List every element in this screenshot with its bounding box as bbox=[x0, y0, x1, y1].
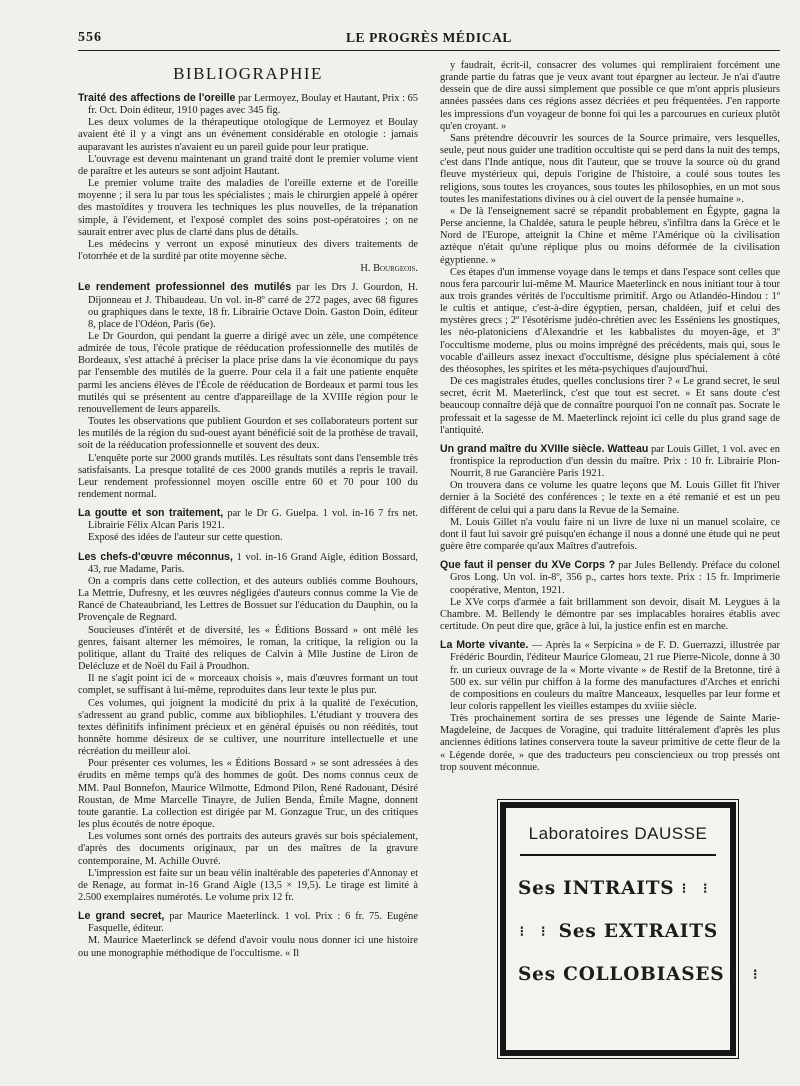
entry-ref-text: par Maurice Maeterlinck. 1 vol. Prix : 6 fr. 75. Eugène Fasquelle, éditeur. bbox=[88, 911, 418, 935]
entry-ref-text: — Après la « Serpicina » de F. D. Guerrazzi, illustrée par Frédéric Bourdin, l'éditeur Maurice Glomeau, 21 rue Pierre-Nicole, donne à 30 fr. un curieux ouvrage de la « Morte vivante » de Restif de la Bretonne, tiré à 500 ex. sur vélin pur chiffon à la forme des manufactures d'Arches et enrichi de compositions en couleurs du maître Manceaux, lesquelles par leur forme et leur coloris rappellent les vieilles estampes du xviiie siècle. bbox=[450, 640, 780, 712]
entry-reference bbox=[440, 443, 780, 480]
entry-title: La goutte et son traitement, bbox=[78, 507, 224, 520]
entry-ref-text: par les Drs J. Gourdon, H. Dijonneau et J. Thibaudeau. Un vol. in-8º carré de 272 pages, avec 68 figures ou graphiques dans le texte, 18 fr. Librairie Octave Doin. Gaston Doin, éditeur 8, place de l'Odéon, Paris (6e). bbox=[88, 282, 418, 330]
entry-reference bbox=[78, 910, 418, 935]
continued-paragraph: Ces étapes d'un immense voyage dans le temps et dans l'espace sont celles que nous fera parcourir lui-même M. Maurice Maeterlinck en nous initiant tour à tour aux trois grandes vérités de l'occultisme primitif. Argo ou Atlandéo-Hindou : 1º le cultis et antique, c'est-à-dire égyptien, persan, chaldéen, juif et celui des mystères grecs ; 2º l'ésotérisme judéo-chrétien avec les Esséniens les gnostiques, les néo-platoniciens d'Alexandrie et les kabbalistes du moyen-âge, et 3º l'occultisme moderne, plus ou moins imprégné des précédents, mais qui, sous le vocable d'ailleurs assez inexact d'occultisme, désigne plus spécialement à côté des théosophes, les spirites et les méta-psychiques d'aujourd'hui. bbox=[440, 266, 780, 375]
entry-reference bbox=[78, 92, 418, 117]
entry-reference bbox=[440, 559, 780, 596]
bibliography-entry bbox=[78, 551, 418, 905]
entry-paragraph: L'ouvrage est devenu maintenant un grand traité dont le premier volume vient de paraître et les auteurs se sont adjoint Hautant. bbox=[78, 153, 418, 177]
right-entries bbox=[440, 443, 780, 774]
entry-reference bbox=[78, 507, 418, 532]
ad-divider bbox=[520, 854, 716, 856]
entry-paragraph: Exposé des idées de l'auteur sur cette question. bbox=[88, 532, 283, 544]
continued-paragraph: y faudrait, écrit-il, consacrer des volumes qui rempliraient forcément une grande partie du fatras que je veux avant tout épargner au lecteur. Je n'ai d'autre dessein que de dire aussi simplement que possible ce que m'ont appris plusieurs années passées dans ces régions assez décriées et peu fréquentées. J'en rapporte les impressions d'un voyageur de bonne foi qui les a parcourues en curieux plutôt qu'en croyant. » bbox=[440, 60, 780, 132]
bibliography-entry bbox=[78, 281, 418, 501]
entry-title: Les chefs-d'œuvre méconnus, bbox=[78, 550, 233, 563]
page-number: 556 bbox=[78, 30, 102, 45]
left-column bbox=[78, 60, 418, 1080]
entry-paragraph: Ces volumes, qui joignent la modicité du prix à la qualité de l'exécution, s'adressent au grand public, comme aux bibliophiles. L'étudiant y trouvera des textes définitifs infiniment précieux et en général épuisés ou non réédités, tout honnête homme désireux de se cultiver, une nourriture intellectuelle et une récréation du meilleur aloi. bbox=[78, 697, 418, 758]
entry-reference bbox=[78, 281, 418, 331]
ad-company: Laboratoires DAUSSE bbox=[528, 824, 708, 843]
entry-reference bbox=[440, 639, 780, 713]
entry-title: Le grand secret, bbox=[78, 910, 165, 923]
entry-ref-text: par le Dr G. Guelpa. 1 vol. in-16 7 frs net. Librairie Félix Alcan Paris 1921. bbox=[88, 508, 418, 532]
entry-paragraph: M. Louis Gillet n'a voulu faire ni un livre de luxe ni un manuel scolaire, ce dont il faut lui savoir gré puisqu'en échange il nous a donné une étude qui ne peut guère être comparée qu'aux Maîtres d'autrefois. bbox=[440, 516, 780, 553]
ad-dots-icon: ⁝ ⁝ bbox=[731, 967, 764, 983]
entry-title: La Morte vivante. bbox=[440, 639, 529, 652]
entry-paragraph: Le Dr Gourdon, qui pendant la guerre a dirigé avec un zèle, une compétence admirée de tous, l'école pratique de rééducation professionnelle des mutilés de Bordeaux, s'est attaché à préciser la place prise dans la vie économique du pays par l'ensemble des mutilés de la guerre. Pour cela il a fait une patiente enquête parmi les anciens élèves de l'École de rééducation de Bordeaux et parmi tous les mutilés qui se présentent au centre d'appareillage de la XVIIIe région pour le renouvellement de leurs appareils. bbox=[78, 330, 418, 415]
entry-paragraph: On trouvera dans ce volume les quatre leçons que M. Louis Gillet fit l'hiver dernier à la Société des conférences ; le texte en a été remanié et est un peu différent de celui qui a paru dans la Revue de la Semaine. bbox=[440, 480, 780, 516]
entry-paragraph: Toutes les observations que publient Gourdon et ses collaborateurs portent sur les mutilés de la région du sud-ouest ayant bénéficié soit de la prothèse de travail, soit de la rééducation professionnelle et souvent des deux. bbox=[78, 416, 418, 452]
entry-paragraph: Très prochainement sortira de ses presses une légende de Sainte Marie-Magdeleine, de Jacques de Voragine, qui traduite littéralement d'après les plus anciennes éditions latines conservera toute la saveur primitive de cette fleur de la « Légende dorée, » que des traducteurs peu consciencieux ou trop pressés ont trop souvent méconnue. bbox=[440, 713, 780, 773]
entry-ref-text: 1 vol. in-16 Grand Aigle, édition Bossard, 43, rue Madame, Paris. bbox=[88, 551, 418, 575]
entry-paragraph: On a compris dans cette collection, et des auteurs oubliés comme Bouhours, La Mettrie, Dufresny, et les œuvres négligées d'auteurs connus comme la Vie de Rancé de Chateaubriand, les Lettres de Bossuet sur l'éducation du Dauphin, ou la Provençale de Regnard. bbox=[78, 575, 418, 624]
bibliography-entry bbox=[440, 639, 780, 774]
bibliography-entry bbox=[78, 910, 418, 960]
advertisement-box bbox=[500, 802, 764, 1056]
ad-line-intraits bbox=[518, 878, 718, 899]
entry-paragraph: Les médecins y verront un exposé minutieux des divers traitements de l'otorrhée et de la surdité par otite moyenne sèche. bbox=[78, 238, 418, 263]
left-entries bbox=[78, 92, 418, 960]
entry-paragraph: L'impression est faite sur un beau vélin inaltérable des papeteries d'Annonay et de Renage, au format in-16 Grand Aigle (13,5 × 19,5). Le tirage est limité à 2.500 exemplaires numérotés. Le volume prix 12 fr. bbox=[78, 867, 418, 903]
entry-reference bbox=[78, 551, 418, 576]
entry-paragraph: Il ne s'agit point ici de « morceaux choisis », mais d'œuvres formant un tout complet, se suffisant à lui-même, reproduites dans leur texte le plus pur. bbox=[78, 673, 418, 697]
ad-line2-text: Ses EXTRAITS bbox=[558, 921, 718, 942]
continued-paragraph: De ces magistrales études, quelles conclusions tirer ? « Le grand secret, le seul secret, écrit M. Maeterlinck, c'est que tout est secret. » Et sans doute c'est beaucoup connaître déjà que de connaître pourquoi l'on ne connaît pas. Socrate le professait et la sagesse de M. Maeterlinck rejoint ici celle du plus grand sage de l'antiquité. bbox=[440, 376, 780, 436]
ad-dots-icon: ⁝ ⁝ bbox=[519, 924, 552, 940]
entry-paragraph: Le XVe corps d'armée a fait brillamment son devoir, disait M. Leygues à la Chambre. M. Bellendy le démontre par ses implacables horaires établis avec certitude. On peut dire que, grâce à lui, la justice enfin est en marche. bbox=[440, 596, 780, 633]
ad-dots-icon: ⁝ ⁝ bbox=[681, 881, 714, 897]
right-intro bbox=[440, 60, 780, 437]
entry-paragraph: Soucieuses d'intérêt et de diversité, les « Éditions Bossard » ont mêlé les genres, faisant alterner les mémoires, le roman, la critique, la religion ou la politique, allant du Traité des reliques de Calvin à Mlle Justine de Liron de Delécluze et de Noël du Fail à Proudhon. bbox=[78, 624, 418, 673]
entry-paragraph: Pour présenter ces volumes, les « Éditions Bossard » se sont adressées à des érudits en même temps qu'à des hommes de goût. Des noms connus ceux de MM. Paul Bonnefon, Maurice Wilmotte, Edmond Pilon, René Radouant, Désiré Roustan, de Mme Marcelle Tinayre, de Julien Benda, Émile Magne, donnent toute garantie. La collection est dirigée par M. Gonzague Truc, un des critiques les plus écoutés de notre époque. bbox=[78, 758, 418, 831]
ad-line-collobiases bbox=[518, 964, 764, 985]
entry-title: Que faut il penser du XVe Corps ? bbox=[440, 559, 616, 572]
entry-paragraph: M. Maurice Maeterlinck se défend d'avoir voulu nous donner ici une histoire ou une monographie méthodique de l'occultisme. « Il bbox=[78, 935, 418, 959]
bibliography-entry bbox=[78, 507, 418, 544]
entry-title: Le rendement professionnel des mutilés bbox=[78, 281, 292, 294]
continued-paragraph: « De là l'enseignement sacré se répandit probablement en Égypte, gagna la Perse ancienne, la Chaldée, satura le peuple hébreu, s'infiltra dans la Grèce et le Nord de l'Europe, atteignit la Chine et même l'Amérique où la civilisation aztèque n'était qu'une réplique plus ou moins déformée de la civilisation égyptienne. » bbox=[440, 205, 780, 266]
continued-paragraph: Sans prétendre découvrir les sources de la Source primaire, vers lesquelles, seule, peut nous guider une tradition occultiste qui se perd dans la nuit des temps, c'est dans l'Inde antique, nous dit l'auteur, que se trouve la source où du grand fleuve mystérieux qui, depuis l'origine de l'histoire, a coulé sous toutes les religions, sous toutes les croyances, sous toutes les philosophies, en un mot sous toutes les manifestations divines ou à ciel ouvert de la pensée humaine ». bbox=[440, 132, 780, 205]
bibliography-entry bbox=[78, 92, 418, 275]
bibliography-entry bbox=[440, 559, 780, 633]
entry-paragraph: L'enquête porte sur 2000 grands mutilés. Les résultats sont dans l'ensemble très satisfaisants. La presque totalité de ces 2000 grands mutilés a repris le travail. Leur rendement professionnel moyen oscille entre 60 et 70 pour 100 du rendement normal. bbox=[78, 452, 418, 500]
entry-title: Un grand maître du XVIIIe siècle. Watteau bbox=[440, 442, 649, 455]
entry-paragraph: Les volumes sont ornés des portraits des auteurs gravés sur bois spécialement, d'après des documents originaux, par un des maîtres de la gravure contemporaine, M. Achille Ouvré. bbox=[78, 831, 418, 867]
ad-line1-text: Ses INTRAITS bbox=[518, 878, 675, 899]
bibliography-entry bbox=[440, 443, 780, 553]
entry-ref-text: par Louis Gillet, 1 vol. avec en frontispice la reproduction d'un dessin du maître. Prix : 10 fr. Librairie Plon-Nourrit, 8 rue Garancière Paris 1921. bbox=[450, 443, 780, 480]
page-header bbox=[78, 28, 780, 51]
entry-paragraph: Le premier volume traite des maladies de l'oreille externe et de l'oreille moyenne ; il sera lu par tous les spécialistes ; mais le chirurgien appelé à opérer des mastoïdites y trouvera les techniques les plus nouvelles, de la trépanation simple, à l'évidement, et l'exposé complet des soins post-opératoires ; on ne saurait entrer avec plus de clarté dans plus de détails. bbox=[78, 178, 418, 238]
entry-signature: H. Bourgeois. bbox=[360, 263, 418, 275]
section-title: BIBLIOGRAPHIE bbox=[173, 64, 323, 83]
ad-line-extraits bbox=[518, 921, 718, 942]
entry-title: Traité des affections de l'oreille bbox=[78, 92, 236, 104]
ad-line3-text: Ses COLLOBIASES bbox=[518, 964, 725, 985]
entry-paragraph: Les deux volumes de la thérapeutique otologique de Lermoyez et Boulay avaient été il y a vingt ans un événement considérable en otologie : jamais auparavant les auristes n'avaient eu un pareil guide pour leur pratique. bbox=[78, 117, 418, 153]
entry-ref-text: par Jules Bellendy. Préface du colonel Gros Long. Un vol. in-8º, 356 p., cartes hors texte. Prix : 15 fr. Imprimerie coopérative, Menton, 1921. bbox=[450, 560, 780, 596]
journal-title: LE PROGRÈS MÉDICAL bbox=[345, 30, 513, 45]
entry-ref-text: par Lermoyez, Boulay et Hautant, Prix : 65 fr. Oct. Doin éditeur, 1910 pages avec 345 fig. bbox=[88, 93, 418, 117]
